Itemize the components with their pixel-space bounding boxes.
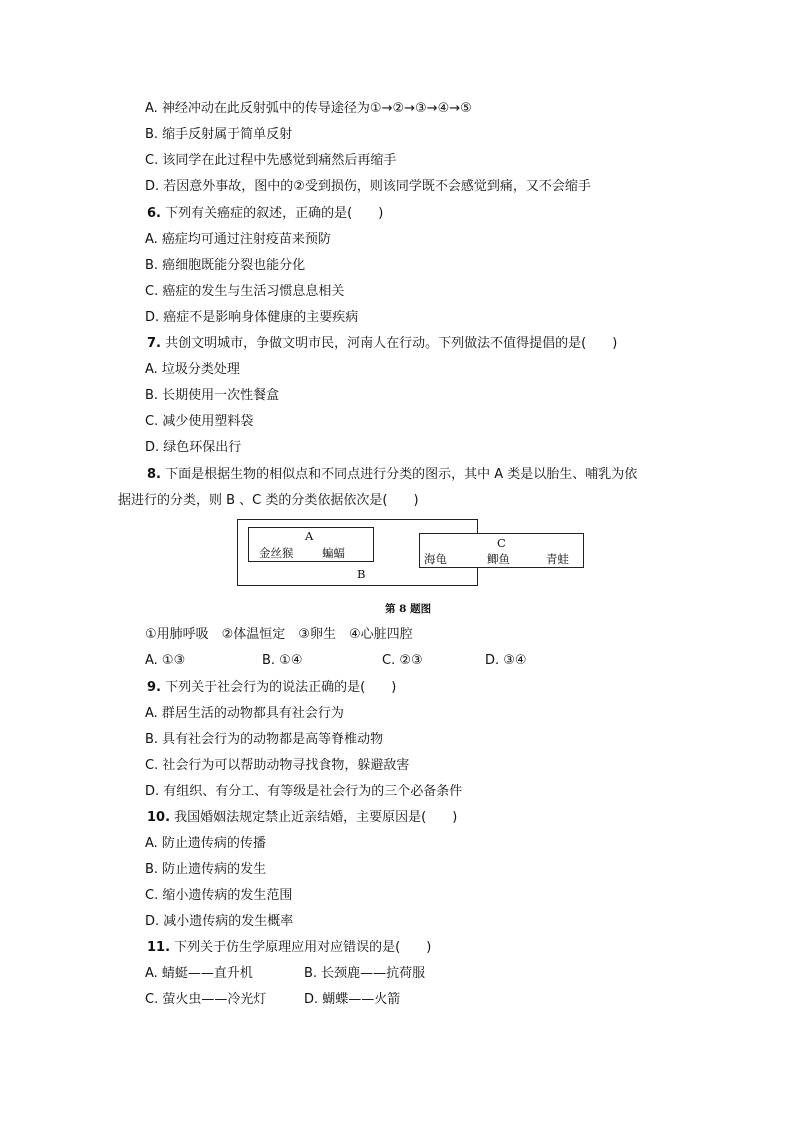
q9-option-b: B. 具有社会行为的动物都是高等脊椎动物 [145,732,384,747]
q9-option-d: D. 有组织、有分工、有等级是社会行为的三个必备条件 [145,784,463,799]
q6-stem [147,205,383,223]
q11-option-d: D. 蝴蝶——火箭 [304,992,401,1007]
q10-option-a: A. 防止遗传病的传播 [145,836,266,851]
q6-option-d: D. 癌症不是影响身体健康的主要疾病 [145,310,359,325]
q10-option-c: C. 缩小遗传病的发生范围 [145,888,293,903]
q11-option-a: A. 蜻蜓——直升机 [145,966,253,981]
q11-option-c: C. 萤火虫——冷光灯 [145,992,267,1007]
q5-option-b: B. 缩手反射属于简单反射 [145,127,293,142]
q6-number: 6. [147,206,161,221]
q8-option-d: D. ③④ [485,653,527,668]
q6-text: 下列有关癌症的叙述，正确的是( ) [160,206,384,221]
animal-frog: 青蛙 [546,552,569,566]
q9-number: 9. [147,680,161,695]
q8-text-1: 下面是根据生物的相似点和不同点进行分类的图示，其中 A 类是以胎生、哺乳为依 [160,467,638,482]
q9-option-a: A. 群居生活的动物都具有社会行为 [145,706,344,721]
q8-statements: ①用肺呼吸 ②体温恒定 ③卵生 ④心脏四腔 [145,627,413,642]
q5-option-d: D. 若因意外事故，图中的②受到损伤，则该同学既不会感觉到痛，又不会缩手 [145,179,591,194]
q10-option-d: D. 减小遗传病的发生概率 [145,914,294,929]
q11-option-b: B. 长颈鹿——抗荷服 [304,966,426,981]
animal-sea-turtle: 海龟 [424,552,447,566]
q11-stem [147,939,431,957]
label-c: C [497,536,506,550]
q10-text: 我国婚姻法规定禁止近亲结婚，主要原因是( ) [170,810,458,825]
q8-option-a: A. ①③ [145,653,186,668]
q11-number: 11. [147,940,171,955]
q9-stem [147,679,396,697]
q5-option-a: A. 神经冲动在此反射弧中的传导途径为①→②→③→④→⑤ [145,101,472,116]
q10-number: 10. [147,810,171,825]
q7-option-b: B. 长期使用一次性餐盒 [145,388,280,403]
animal-golden-monkey: 金丝猴 [259,546,294,560]
q7-option-d: D. 绿色环保出行 [145,440,242,455]
q7-stem [147,335,617,353]
q8-stem-line2: 据进行的分类，则 B 、C 类的分类依据依次是( ) [118,493,419,508]
q8-stem-line1 [147,466,637,484]
q8-option-b: B. ①④ [262,653,303,668]
animal-bat: 蝙蝠 [322,546,345,560]
q10-option-b: B. 防止遗传病的发生 [145,862,267,877]
q11-text: 下列关于仿生学原理应用对应错误的是( ) [170,940,432,955]
q6-option-a: A. 癌症均可通过注射疫苗来预防 [145,232,331,247]
q7-number: 7. [147,336,161,351]
q9-text: 下列关于社会行为的说法正确的是( ) [160,680,397,695]
q6-option-b: B. 癌细胞既能分裂也能分化 [145,258,306,273]
q10-stem [147,809,457,827]
animal-crucian-carp: 鲫鱼 [487,552,510,566]
q8-number: 8. [147,467,161,482]
figure-caption: 第 8 题图 [385,603,432,615]
q7-option-a: A. 垃圾分类处理 [145,362,240,377]
q9-option-c: C. 社会行为可以帮助动物寻找食物，躲避敌害 [145,758,410,773]
q8-option-c: C. ②③ [382,653,423,668]
q6-option-c: C. 癌症的发生与生活习惯息息相关 [145,284,345,299]
label-a: A [305,529,314,543]
q5-option-c: C. 该同学在此过程中先感觉到痛然后再缩手 [145,153,397,168]
q7-option-c: C. 减少使用塑料袋 [145,414,254,429]
label-b: B [357,567,366,581]
q7-text: 共创文明城市，争做文明市民，河南人在行动。下列做法不值得提倡的是( ) [160,336,618,351]
